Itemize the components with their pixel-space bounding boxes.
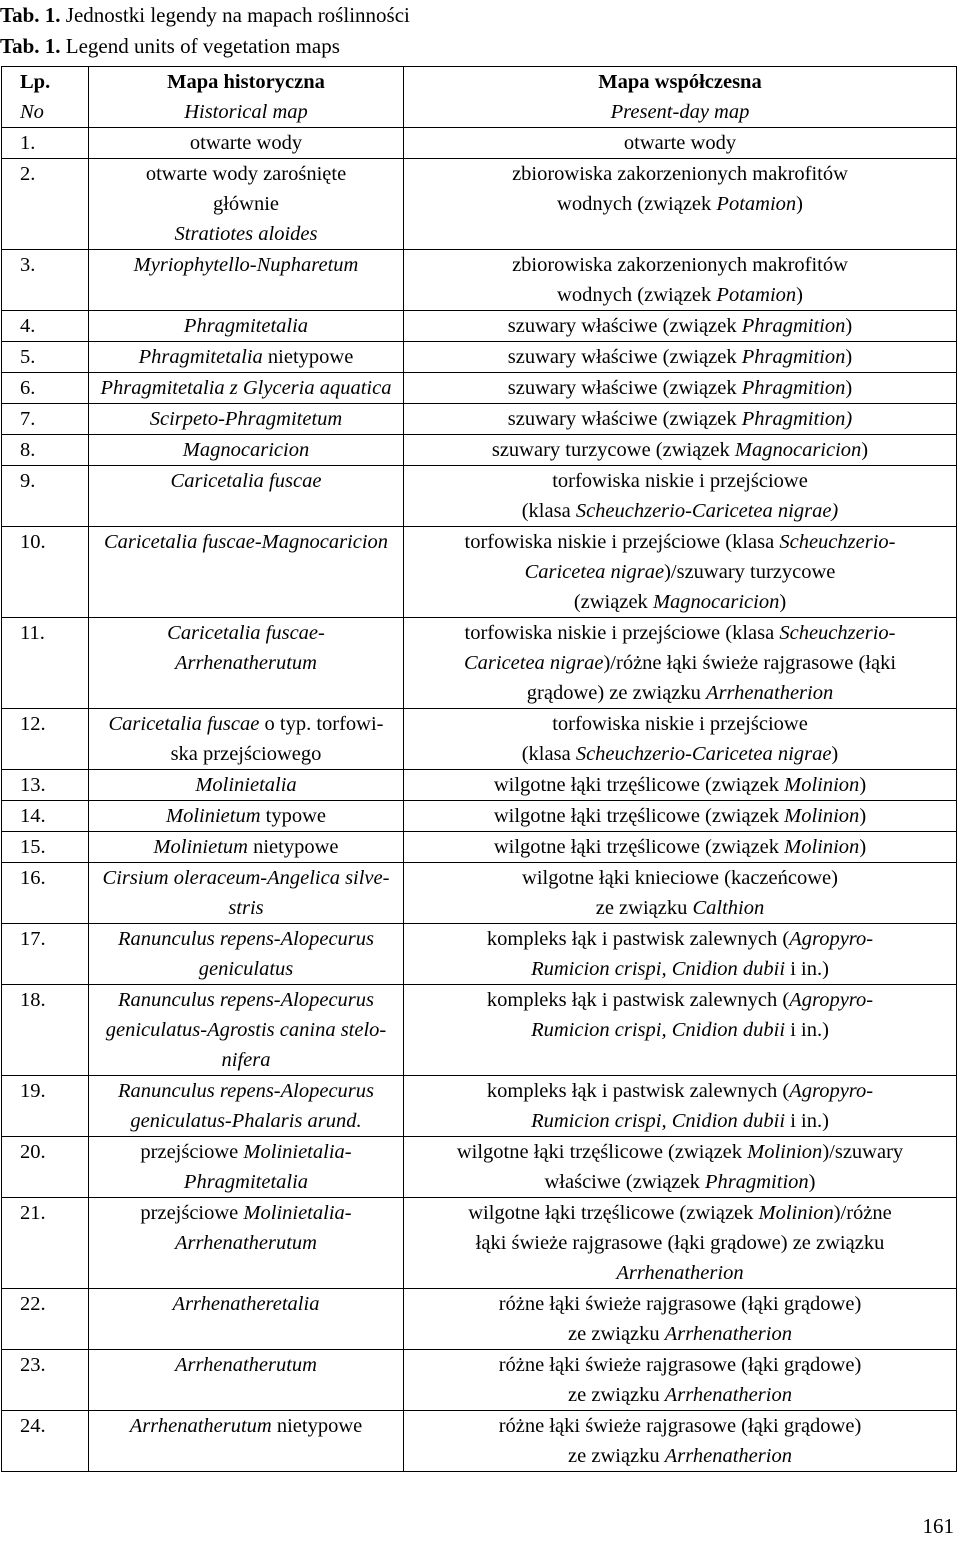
historical-unit-cell: [89, 1198, 404, 1289]
cell-text-segment: Phragmitetalia: [183, 1171, 309, 1193]
table-row: [2, 709, 957, 770]
cell-text-segment: Molinion: [747, 1141, 823, 1163]
historical-unit-cell: [89, 527, 404, 618]
cell-text-segment: Caricetalia fuscae-Magnocaricion: [103, 531, 389, 553]
cell-text-segment: wilgotne łąki trzęślicowe (związek: [493, 805, 785, 827]
cell-text-segment: Magnocaricion: [182, 439, 310, 461]
row-number: 20.: [2, 1137, 89, 1198]
cell-text-segment: ): [831, 743, 839, 765]
cell-text-segment: różne łąki świeże rajgrasowe (łąki grądowe): [498, 1415, 862, 1437]
cell-text-segment: ): [859, 805, 867, 827]
cell-text-segment: wilgotne łąki trzęślicowe (związek: [468, 1202, 759, 1224]
historical-unit-cell: [89, 159, 404, 250]
cell-text-segment: różne łąki świeże rajgrasowe (łąki grądowe): [498, 1293, 862, 1315]
historical-unit-cell: [89, 863, 404, 924]
present-unit-cell: [404, 527, 957, 618]
historical-unit-cell: [89, 250, 404, 311]
cell-text-segment: Caricetea nigrae: [463, 652, 604, 674]
cell-text-segment: Rumicion crispi, Cnidion dubii: [531, 958, 786, 980]
present-unit-cell: [404, 435, 957, 466]
present-unit-cell: [404, 1137, 957, 1198]
row-number: 18.: [2, 985, 89, 1076]
historical-unit-cell: [89, 770, 404, 801]
cell-text-segment: zbiorowiska zakorzenionych makrofitów: [512, 163, 848, 185]
present-unit-cell: [404, 709, 957, 770]
cell-text-segment: nifera: [221, 1049, 271, 1071]
cell-text-segment: ): [796, 193, 803, 215]
row-number: 16.: [2, 863, 89, 924]
row-number: 2.: [2, 159, 89, 250]
cell-text-segment: szuwary właściwe (związek: [507, 315, 742, 337]
cell-text-segment: kompleks łąk i pastwisk zalewnych (: [486, 928, 790, 950]
cell-text-segment: ze związku: [568, 1323, 665, 1345]
header-historical-map: [89, 67, 404, 128]
cell-text-segment: )/szuwary: [822, 1141, 904, 1163]
historical-unit-cell: [89, 924, 404, 985]
present-unit-cell: [404, 159, 957, 250]
header-no: [2, 67, 89, 128]
cell-text-segment: otwarte wody zarośnięte: [145, 163, 347, 185]
cell-text-segment: Phragmitetalia: [183, 315, 309, 337]
cell-text-segment: kompleks łąk i pastwisk zalewnych (: [486, 989, 790, 1011]
row-number: 12.: [2, 709, 89, 770]
cell-text-segment: Scirpeto-Phragmitetum: [149, 408, 343, 430]
cell-text-segment: nietypowe: [262, 346, 354, 368]
cell-text-segment: Molinietalia: [195, 774, 297, 796]
present-unit-cell: [404, 1289, 957, 1350]
historical-unit-cell: [89, 342, 404, 373]
table-row: [2, 250, 957, 311]
cell-text-segment: łąki świeże rajgrasowe (łąki grądowe) ze związku: [475, 1232, 885, 1254]
cell-text-segment: Molinion: [784, 774, 860, 796]
cell-text-segment: Phragmition: [705, 1171, 809, 1193]
cell-text-segment: Scheuchzerio-Caricetea nigrae: [575, 743, 832, 765]
table-row: [2, 1289, 957, 1350]
row-number: 23.: [2, 1350, 89, 1411]
cell-text-segment: kompleks łąk i pastwisk zalewnych (: [486, 1080, 790, 1102]
row-number: 7.: [2, 404, 89, 435]
cell-text-segment: Arrhenatherutum: [129, 1415, 272, 1437]
row-number: 5.: [2, 342, 89, 373]
table-row: [2, 924, 957, 985]
historical-unit-cell: [89, 311, 404, 342]
row-number: 8.: [2, 435, 89, 466]
caption-line-pl: [0, 0, 410, 31]
table-row: [2, 342, 957, 373]
caption-text-en: Legend units of vegetation maps: [65, 34, 340, 58]
cell-text-segment: Ranunculus repens-Alopecurus: [117, 1080, 374, 1102]
present-unit-cell: [404, 1411, 957, 1472]
cell-text-segment: szuwary turzycowe (związek: [491, 439, 735, 461]
historical-unit-cell: [89, 404, 404, 435]
table-row: [2, 832, 957, 863]
cell-text-segment: geniculatus-Agrostis canina stelo-: [105, 1019, 387, 1041]
cell-text-segment: stris: [228, 897, 264, 919]
table-row: [2, 128, 957, 159]
cell-text-segment: geniculatus-Phalaris arund.: [130, 1110, 362, 1132]
cell-text-segment: Caricetalia fuscae: [170, 470, 322, 492]
cell-text-segment: Cirsium oleraceum-Angelica silve-: [102, 867, 390, 889]
cell-text-segment: (związek: [573, 591, 653, 613]
row-number: 6.: [2, 373, 89, 404]
present-unit-cell: [404, 985, 957, 1076]
cell-text-segment: wodnych (związek: [557, 193, 717, 215]
historical-unit-cell: [89, 709, 404, 770]
historical-unit-cell: [89, 1289, 404, 1350]
row-number: 24.: [2, 1411, 89, 1472]
cell-text-segment: )/szuwary turzycowe: [664, 561, 836, 583]
cell-text-segment: ): [845, 346, 853, 368]
historical-unit-cell: [89, 801, 404, 832]
table-body: [2, 128, 957, 1472]
cell-text-segment: Arrhenatherion: [616, 1262, 744, 1284]
cell-text-segment: i in.): [785, 1019, 829, 1041]
present-unit-cell: [404, 466, 957, 527]
cell-text-segment: wilgotne łąki trzęślicowe (związek: [493, 774, 785, 796]
cell-text-segment: wilgotne łąki trzęślicowe (związek: [493, 836, 785, 858]
cell-text-segment: ): [859, 836, 867, 858]
row-number: 14.: [2, 801, 89, 832]
cell-text-segment: Molinietalia-: [243, 1141, 352, 1163]
cell-text-segment: nietypowe: [247, 836, 339, 858]
cell-text-segment: Phragmition: [741, 315, 846, 337]
cell-text-segment: wilgotne łąki knieciowe (kaczeńcowe): [522, 867, 838, 889]
cell-text-segment: właściwe (związek: [544, 1171, 705, 1193]
present-unit-cell: [404, 373, 957, 404]
cell-text-segment: Agropyro-: [789, 1080, 874, 1102]
present-unit-cell: [404, 342, 957, 373]
cell-text-segment: Arrhenatherion: [664, 1445, 792, 1467]
cell-text-segment: Caricetea nigrae: [524, 561, 665, 583]
cell-text-segment: Myriophytello-Nupharetum: [133, 254, 359, 276]
historical-unit-cell: [89, 618, 404, 709]
table-row: [2, 863, 957, 924]
cell-text-segment: Caricetalia fuscae-: [167, 622, 325, 644]
present-unit-cell: [404, 924, 957, 985]
cell-text-segment: Potamion: [716, 193, 797, 215]
table-row: [2, 770, 957, 801]
cell-text-segment: ze związku: [568, 1445, 665, 1467]
cell-text-segment: (klasa: [521, 500, 576, 522]
cell-text-segment: i in.): [785, 958, 829, 980]
table-row: [2, 311, 957, 342]
header-no-en: No: [20, 101, 44, 123]
cell-text-segment: Ranunculus repens-Alopecurus: [117, 928, 374, 950]
cell-text-segment: Agropyro-: [789, 928, 874, 950]
cell-text-segment: ze związku: [595, 897, 693, 919]
cell-text-segment: ): [779, 591, 787, 613]
cell-text-segment: Phragmition: [741, 346, 846, 368]
cell-text-segment: Caricetalia fuscae: [108, 713, 260, 735]
cell-text-segment: Arrhenatheretalia: [172, 1293, 320, 1315]
table-row: [2, 159, 957, 250]
historical-unit-cell: [89, 435, 404, 466]
table-row: [2, 1198, 957, 1289]
cell-text-segment: ): [859, 774, 867, 796]
cell-text-segment: torfowiska niskie i przejściowe (klasa: [464, 531, 780, 553]
cell-text-segment: torfowiska niskie i przejściowe: [552, 713, 808, 735]
row-number: 21.: [2, 1198, 89, 1289]
row-number: 9.: [2, 466, 89, 527]
cell-text-segment: otwarte wody: [189, 132, 303, 154]
row-number: 4.: [2, 311, 89, 342]
cell-text-segment: Scheuchzerio-Caricetea nigrae): [575, 500, 839, 522]
cell-text-segment: Rumicion crispi, Cnidion dubii: [531, 1019, 786, 1041]
present-unit-cell: [404, 618, 957, 709]
cell-text-segment: ): [796, 284, 803, 306]
cell-text-segment: szuwary właściwe (związek: [507, 346, 742, 368]
historical-unit-cell: [89, 1411, 404, 1472]
present-unit-cell: [404, 311, 957, 342]
cell-text-segment: Magnocaricion: [734, 439, 862, 461]
caption-text-pl: Jednostki legendy na mapach roślinności: [65, 3, 410, 27]
cell-text-segment: geniculatus: [198, 958, 294, 980]
table-caption: [0, 0, 410, 62]
legend-table: [1, 66, 957, 1472]
historical-unit-cell: [89, 128, 404, 159]
cell-text-segment: przejściowe: [140, 1141, 244, 1163]
cell-text-segment: zbiorowiska zakorzenionych makrofitów: [512, 254, 848, 276]
table-row: [2, 373, 957, 404]
table-row: [2, 1076, 957, 1137]
present-unit-cell: [404, 863, 957, 924]
cell-text-segment: o typ. torfowi-: [259, 713, 384, 735]
historical-unit-cell: [89, 1350, 404, 1411]
cell-text-segment: Calthion: [692, 897, 765, 919]
present-unit-cell: [404, 1076, 957, 1137]
cell-text-segment: Molinion: [784, 836, 860, 858]
cell-text-segment: Arrhenatherutum: [175, 1354, 317, 1376]
historical-unit-cell: [89, 373, 404, 404]
cell-text-segment: torfowiska niskie i przejściowe (klasa: [464, 622, 780, 644]
cell-text-segment: Molinion: [758, 1202, 834, 1224]
cell-text-segment: Arrhenatherutum: [175, 652, 317, 674]
cell-text-segment: Phragmition: [741, 377, 846, 399]
cell-text-segment: torfowiska niskie i przejściowe: [552, 470, 808, 492]
table-row: [2, 1350, 957, 1411]
header-hist-pl: Mapa historyczna: [167, 71, 325, 93]
cell-text-segment: ): [845, 315, 853, 337]
cell-text-segment: Phragmition): [741, 408, 853, 430]
cell-text-segment: szuwary właściwe (związek: [507, 408, 742, 430]
header-hist-en: Historical map: [184, 101, 308, 123]
cell-text-segment: Potamion: [716, 284, 797, 306]
cell-text-segment: Molinietalia-: [243, 1202, 352, 1224]
present-unit-cell: [404, 250, 957, 311]
present-unit-cell: [404, 404, 957, 435]
cell-text-segment: Magnocaricion: [652, 591, 780, 613]
cell-text-segment: Molinietum: [153, 836, 248, 858]
table-row: [2, 1137, 957, 1198]
cell-text-segment: (klasa: [521, 743, 576, 765]
header-present-pl: Mapa współczesna: [598, 71, 762, 93]
cell-text-segment: przejściowe: [140, 1202, 244, 1224]
cell-text-segment: ): [808, 1171, 816, 1193]
present-unit-cell: [404, 770, 957, 801]
header-present-day-map: [404, 67, 957, 128]
cell-text-segment: Molinietum: [166, 805, 261, 827]
row-number: 10.: [2, 527, 89, 618]
cell-text-segment: otwarte wody: [623, 132, 737, 154]
page-number: 161: [922, 1514, 954, 1538]
historical-unit-cell: [89, 1076, 404, 1137]
cell-text-segment: Scheuchzerio-: [779, 531, 896, 553]
cell-text-segment: wodnych (związek: [557, 284, 717, 306]
table-row: [2, 466, 957, 527]
historical-unit-cell: [89, 1137, 404, 1198]
cell-text-segment: Arrhenatherion: [664, 1323, 792, 1345]
row-number: 15.: [2, 832, 89, 863]
cell-text-segment: szuwary właściwe (związek: [507, 377, 742, 399]
cell-text-segment: Ranunculus repens-Alopecurus: [117, 989, 374, 1011]
cell-text-segment: grądowe) ze związku: [526, 682, 707, 704]
present-unit-cell: [404, 128, 957, 159]
present-unit-cell: [404, 1198, 957, 1289]
caption-label: Tab. 1.: [0, 34, 61, 58]
cell-text-segment: Arrhenatherion: [706, 682, 834, 704]
cell-text-segment: Phragmitetalia: [138, 346, 263, 368]
present-unit-cell: [404, 1350, 957, 1411]
historical-unit-cell: [89, 832, 404, 863]
cell-text-segment: ): [845, 377, 853, 399]
table-row: [2, 618, 957, 709]
table-row: [2, 404, 957, 435]
row-number: 3.: [2, 250, 89, 311]
historical-unit-cell: [89, 985, 404, 1076]
cell-text-segment: Phragmitetalia z Glyceria aquatica: [100, 377, 392, 399]
row-number: 1.: [2, 128, 89, 159]
cell-text-segment: Molinion: [784, 805, 860, 827]
cell-text-segment: typowe: [260, 805, 326, 827]
cell-text-segment: )/różne: [833, 1202, 892, 1224]
cell-text-segment: Arrhenatherion: [664, 1384, 792, 1406]
table-row: [2, 801, 957, 832]
cell-text-segment: Rumicion crispi, Cnidion dubii: [531, 1110, 786, 1132]
table-row: [2, 527, 957, 618]
cell-text-segment: głównie: [212, 193, 280, 215]
row-number: 19.: [2, 1076, 89, 1137]
table-row: [2, 1411, 957, 1472]
cell-text-segment: Scheuchzerio-: [779, 622, 896, 644]
header-no-pl: Lp.: [20, 71, 51, 93]
cell-text-segment: i in.): [785, 1110, 829, 1132]
historical-unit-cell: [89, 466, 404, 527]
cell-text-segment: )/różne łąki świeże rajgrasowe (łąki: [603, 652, 897, 674]
table-row: [2, 435, 957, 466]
cell-text-segment: ska przejściowego: [170, 743, 322, 765]
cell-text-segment: różne łąki świeże rajgrasowe (łąki grądowe): [498, 1354, 862, 1376]
header-present-en: Present-day map: [610, 101, 750, 123]
present-unit-cell: [404, 832, 957, 863]
cell-text-segment: ze związku: [568, 1384, 665, 1406]
table-header-row: [2, 67, 957, 128]
cell-text-segment: Arrhenatherutum: [175, 1232, 317, 1254]
caption-line-en: [0, 31, 410, 62]
row-number: 11.: [2, 618, 89, 709]
table-row: [2, 985, 957, 1076]
row-number: 22.: [2, 1289, 89, 1350]
cell-text-segment: Agropyro-: [789, 989, 874, 1011]
cell-text-segment: ): [861, 439, 869, 461]
cell-text-segment: wilgotne łąki trzęślicowe (związek: [456, 1141, 748, 1163]
present-unit-cell: [404, 801, 957, 832]
row-number: 13.: [2, 770, 89, 801]
caption-label: Tab. 1.: [0, 3, 61, 27]
cell-text-segment: Stratiotes aloides: [174, 223, 318, 245]
cell-text-segment: nietypowe: [271, 1415, 363, 1437]
row-number: 17.: [2, 924, 89, 985]
